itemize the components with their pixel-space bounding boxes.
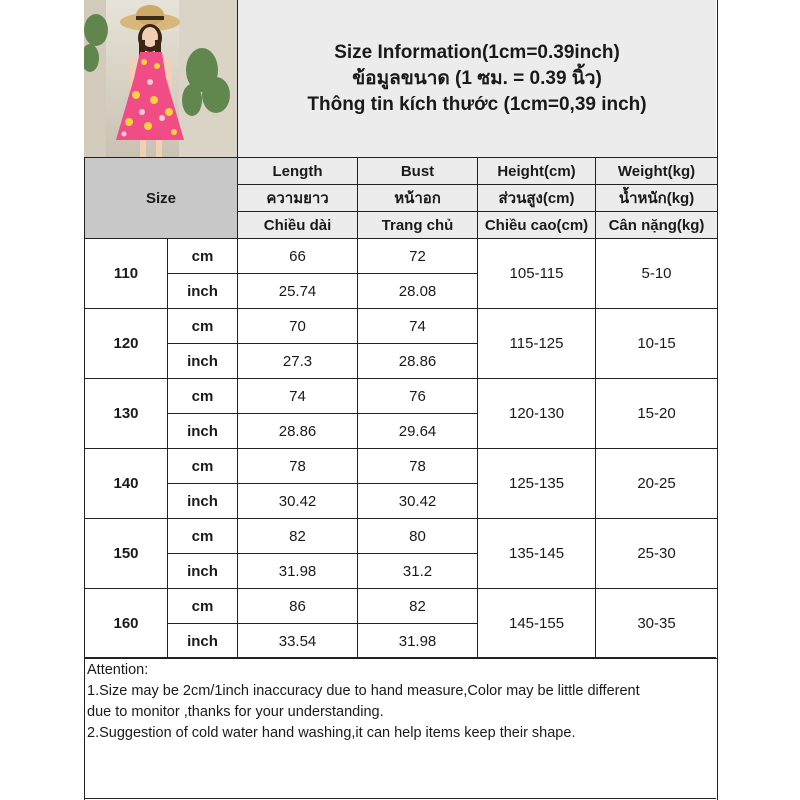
bust-cm: 82 <box>358 589 478 624</box>
unit-inch: inch <box>168 344 238 379</box>
title-thai: ข้อมูลขนาด (1 ซม. = 0.39 นิ้ว) <box>352 67 602 89</box>
length-cm: 70 <box>238 309 358 344</box>
size-value: 110 <box>85 239 168 309</box>
size-header: Size <box>85 158 238 239</box>
bust-cm: 80 <box>358 519 478 554</box>
unit-cm: cm <box>168 309 238 344</box>
unit-inch: inch <box>168 414 238 449</box>
table-row <box>85 449 718 484</box>
header-bust-th: หน้าอก <box>358 185 478 212</box>
product-photo <box>84 0 238 158</box>
table-row <box>85 239 718 274</box>
length-inch: 28.86 <box>238 414 358 449</box>
size-value: 130 <box>85 379 168 449</box>
weight-range: 10-15 <box>596 309 718 379</box>
attention-note-1a: 1.Size may be 2cm/1inch inaccuracy due to hand measure,Color may be little different <box>87 683 640 699</box>
attention-note-2: 2.Suggestion of cold water hand washing,it can help items keep their shape. <box>87 725 576 741</box>
header-weight-en: Weight(kg) <box>596 158 718 185</box>
height-range: 145-155 <box>478 589 596 659</box>
size-table <box>84 157 718 659</box>
table-row <box>85 589 718 624</box>
length-cm: 78 <box>238 449 358 484</box>
title-english: Size Information(1cm=0.39inch) <box>334 41 620 63</box>
weight-range: 30-35 <box>596 589 718 659</box>
height-range: 105-115 <box>478 239 596 309</box>
bust-cm: 78 <box>358 449 478 484</box>
title-vietnamese: Thông tin kích thước (1cm=0,39 inch) <box>307 93 647 115</box>
size-information-title <box>238 0 716 158</box>
bust-inch: 30.42 <box>358 484 478 519</box>
unit-inch: inch <box>168 554 238 589</box>
header-height-vi: Chiều cao(cm) <box>478 212 596 239</box>
bust-inch: 31.2 <box>358 554 478 589</box>
length-inch: 25.74 <box>238 274 358 309</box>
unit-inch: inch <box>168 274 238 309</box>
height-range: 125-135 <box>478 449 596 519</box>
bust-inch: 28.08 <box>358 274 478 309</box>
attention-heading: Attention: <box>87 662 149 678</box>
header-height-en: Height(cm) <box>478 158 596 185</box>
unit-cm: cm <box>168 379 238 414</box>
bust-inch: 28.86 <box>358 344 478 379</box>
weight-range: 25-30 <box>596 519 718 589</box>
length-cm: 74 <box>238 379 358 414</box>
length-inch: 30.42 <box>238 484 358 519</box>
weight-range: 20-25 <box>596 449 718 519</box>
unit-inch: inch <box>168 624 238 659</box>
length-inch: 31.98 <box>238 554 358 589</box>
size-value: 160 <box>85 589 168 659</box>
length-inch: 27.3 <box>238 344 358 379</box>
unit-cm: cm <box>168 589 238 624</box>
header-weight-th: น้ำหนัก(kg) <box>596 185 718 212</box>
unit-cm: cm <box>168 519 238 554</box>
header-length-vi: Chiều dài <box>238 212 358 239</box>
attention-note-1b: due to monitor ,thanks for your understanding. <box>87 704 384 720</box>
table-row <box>85 379 718 414</box>
bust-inch: 29.64 <box>358 414 478 449</box>
table-row <box>85 309 718 344</box>
bust-cm: 76 <box>358 379 478 414</box>
length-cm: 86 <box>238 589 358 624</box>
header-bust-vi: Trang chủ <box>358 212 478 239</box>
header-length-th: ความยาว <box>238 185 358 212</box>
height-range: 115-125 <box>478 309 596 379</box>
height-range: 120-130 <box>478 379 596 449</box>
length-cm: 82 <box>238 519 358 554</box>
weight-range: 15-20 <box>596 379 718 449</box>
bust-cm: 72 <box>358 239 478 274</box>
height-range: 135-145 <box>478 519 596 589</box>
unit-inch: inch <box>168 484 238 519</box>
size-value: 120 <box>85 309 168 379</box>
unit-cm: cm <box>168 239 238 274</box>
weight-range: 5-10 <box>596 239 718 309</box>
header-weight-vi: Cân nặng(kg) <box>596 212 718 239</box>
header-bust-en: Bust <box>358 158 478 185</box>
header-length-en: Length <box>238 158 358 185</box>
unit-cm: cm <box>168 449 238 484</box>
length-inch: 33.54 <box>238 624 358 659</box>
attention-notes <box>84 657 716 799</box>
size-value: 140 <box>85 449 168 519</box>
length-cm: 66 <box>238 239 358 274</box>
product-photo-illustration <box>84 0 237 157</box>
table-row <box>85 519 718 554</box>
bust-inch: 31.98 <box>358 624 478 659</box>
bust-cm: 74 <box>358 309 478 344</box>
size-value: 150 <box>85 519 168 589</box>
header-height-th: ส่วนสูง(cm) <box>478 185 596 212</box>
